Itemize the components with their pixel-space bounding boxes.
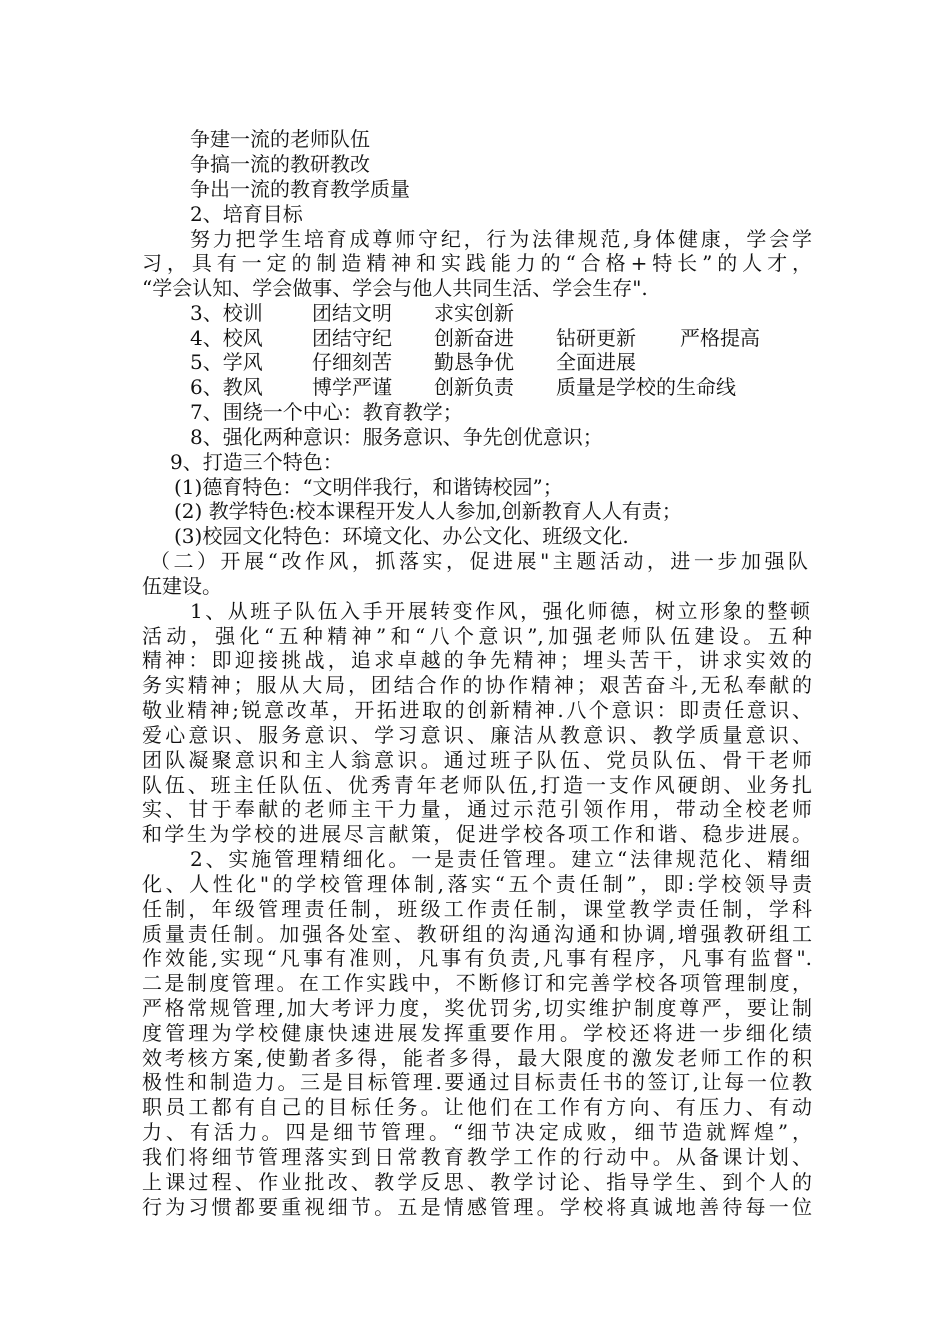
motto-row xyxy=(190,326,810,350)
motto-row xyxy=(190,375,810,399)
training-heading: 2、培育目标 xyxy=(190,202,303,226)
paragraph-line: 团队凝聚意识和主人翁意识。通过班子队伍、党员队伍、骨干老师 xyxy=(142,748,812,772)
motto-item: 勤恳争优 xyxy=(434,350,514,374)
paragraph-line: 务实精神；服从大局，团结合作的协作精神；艰苦奋斗,无私奉献的 xyxy=(142,673,812,697)
paragraph-line: 度管理为学校健康快速进展发挥重要作用。学校还将进一步细化绩 xyxy=(142,1021,812,1045)
paragraph-line: 精神：即迎接挑战，追求卓越的争先精神；埋头苦干，讲求实效的 xyxy=(142,648,812,672)
feature-line: (1)德育特色：“文明伴我行，和谐铸校园”； xyxy=(174,475,563,499)
training-line: 努力把学生培育成尊师守纪，行为法律规范,身体健康，学会学 xyxy=(190,227,812,251)
paragraph-line: 队伍、班主任队伍、优秀青年老师队伍,打造一支作风硬朗、业务扎 xyxy=(142,773,812,797)
paragraph-line: 任制，年级管理责任制，班级工作责任制，课堂教学责任制，学科 xyxy=(142,897,812,921)
motto-item: 创新负责 xyxy=(434,375,514,399)
paragraph-line: 2、实施管理精细化。一是责任管理。建立“法律规范化、精细 xyxy=(190,847,810,871)
motto-item: 质量是学校的生命线 xyxy=(556,375,736,399)
feature-line: (2) 教学特色:校本课程开发人人参加,创新教育人人有责； xyxy=(174,499,682,523)
motto-row xyxy=(190,301,810,325)
motto-item: 团结文明 xyxy=(312,301,392,325)
motto-label: 4、校风 xyxy=(190,326,263,350)
motto-label: 3、校训 xyxy=(190,301,263,325)
feature-line: (3)校园文化特色：环境文化、办公文化、班级文化. xyxy=(174,524,629,548)
motto-item: 全面进展 xyxy=(556,350,636,374)
motto-label: 5、学风 xyxy=(190,350,263,374)
paragraph-line: 我们将细节管理落实到日常教育教学工作的行动中。从备课计划、 xyxy=(142,1145,812,1169)
paragraph-line: 力、有活力。四是细节管理。“细节决定成败，细节造就辉煌”， xyxy=(142,1120,812,1144)
goal-line: 争搞一流的教研教改 xyxy=(190,152,370,176)
motto-item: 团结守纪 xyxy=(312,326,392,350)
paragraph-line: 和学生为学校的进展尽言献策，促进学校各项工作和谐、稳步进展。 xyxy=(142,822,812,846)
motto-item: 博学严谨 xyxy=(312,375,392,399)
point-line: 8、强化两种意识：服务意识、争先创优意识； xyxy=(190,425,603,449)
training-line: “学会认知、学会做事、学会与他人共同生活、学会生存". xyxy=(142,276,648,300)
paragraph-line: 作效能,实现“凡事有准则，凡事有负责,凡事有程序，凡事有监督". xyxy=(142,946,812,970)
goal-line: 争出一流的教育教学质量 xyxy=(190,177,410,201)
section-heading: （二）开展“改作风，抓落实，促进展"主题活动，进一步加强队 xyxy=(150,549,808,573)
paragraph-line: 极性和制造力。三是目标管理.要通过目标责任书的签订,让每一位教 xyxy=(142,1070,812,1094)
point-line: 9、打造三个特色： xyxy=(170,450,343,474)
paragraph-line: 敬业精神;锐意改革，开拓进取的创新精神.八个意识：即责任意识、 xyxy=(142,698,812,722)
paragraph-line: 上课过程、作业批改、教学反思、教学讨论、指导学生、到个人的 xyxy=(142,1170,812,1194)
paragraph-line: 行为习惯都要重视细节。五是情感管理。学校将真诚地善待每一位 xyxy=(142,1195,812,1219)
paragraph-line: 质量责任制。加强各处室、教研组的沟通沟通和协调,增强教研组工 xyxy=(142,922,812,946)
section-heading: 伍建设。 xyxy=(142,574,222,598)
motto-item: 钻研更新 xyxy=(556,326,636,350)
paragraph-line: 化、人性化"的学校管理体制,落实“五个责任制”，即:学校领导责 xyxy=(142,872,812,896)
paragraph-line: 职员工都有自己的目标任务。让他们在工作有方向、有压力、有动 xyxy=(142,1095,812,1119)
training-line: 习，具有一定的制造精神和实践能力的“合格+特长”的人才， xyxy=(142,251,812,275)
paragraph-line: 活动，强化“五种精神”和“八个意识”,加强老师队伍建设。五种 xyxy=(142,624,812,648)
motto-item: 严格提高 xyxy=(680,326,760,350)
paragraph-line: 效考核方案,使勤者多得，能者多得，最大限度的激发老师工作的积 xyxy=(142,1046,812,1070)
paragraph-line: 实、甘于奉献的老师主干力量，通过示范引领作用，带动全校老师 xyxy=(142,797,812,821)
motto-item: 创新奋进 xyxy=(434,326,514,350)
goal-line: 争建一流的老师队伍 xyxy=(190,127,370,151)
paragraph-line: 严格常规管理,加大考评力度，奖优罚劣,切实维护制度尊严，要让制 xyxy=(142,996,812,1020)
motto-item: 仔细刻苦 xyxy=(312,350,392,374)
point-line: 7、围绕一个中心：教育教学； xyxy=(190,400,463,424)
motto-label: 6、教风 xyxy=(190,375,263,399)
motto-item: 求实创新 xyxy=(434,301,514,325)
paragraph-line: 1、从班子队伍入手开展转变作风，强化师德，树立形象的整顿 xyxy=(190,599,810,623)
paragraph-line: 二是制度管理。在工作实践中，不断修订和完善学校各项管理制度， xyxy=(142,971,812,995)
motto-row xyxy=(190,350,810,374)
paragraph-line: 爱心意识、服务意识、学习意识、廉洁从教意识、教学质量意识、 xyxy=(142,723,812,747)
